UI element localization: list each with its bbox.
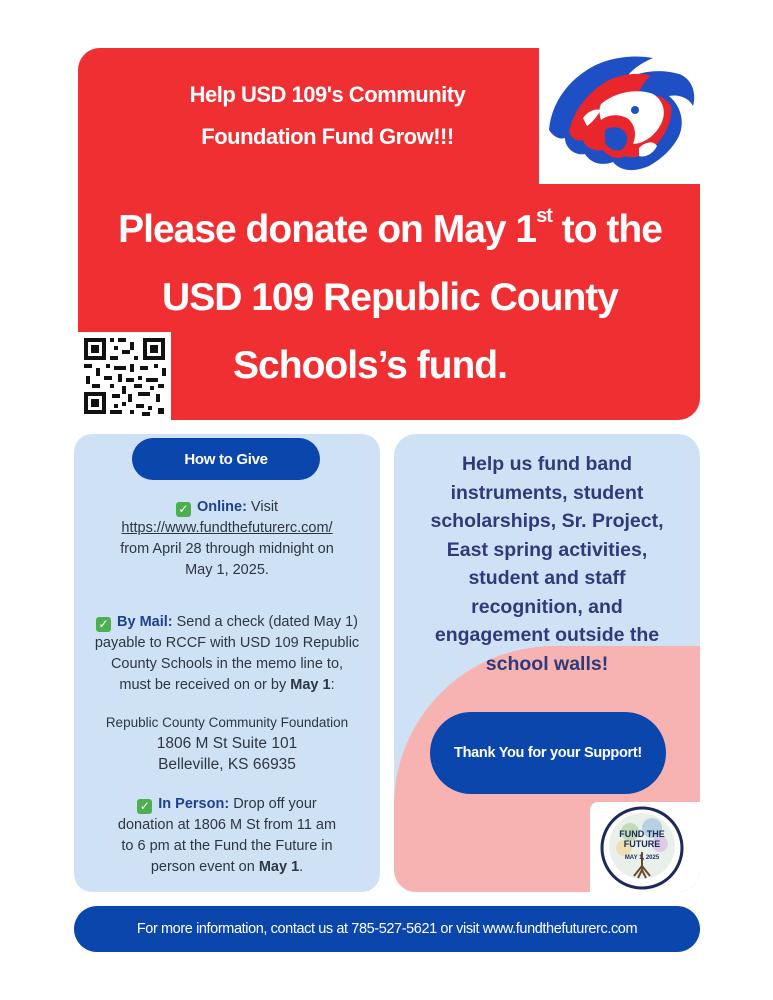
in-person-label: In Person: xyxy=(158,796,230,812)
checkmark-icon: ✓ xyxy=(137,799,152,814)
mailing-address xyxy=(80,712,374,775)
online-section: ✓ Online: Visit https://www.fundthefuturerc.com/ from April 28 through midnight on May 1, 2025. xyxy=(120,499,334,578)
help-message: Help us fund band instruments, student scholarships, Sr. Project, East spring activities, student and staff recognition, and engagement outside the school walls! xyxy=(430,453,664,675)
checkmark-icon: ✓ xyxy=(176,502,191,517)
headline-line-1: Please donate on May 1st to the xyxy=(118,205,662,251)
fund-the-future-logo xyxy=(600,806,684,890)
in-person-section: ✓ In Person: Drop off your donation at 1806 M St from 11 am to 6 pm at the Fund the Future in person event on May 1. xyxy=(117,796,337,875)
checkmark-icon: ✓ xyxy=(96,617,111,632)
qr-code[interactable] xyxy=(78,332,171,420)
header-tagline xyxy=(120,74,535,158)
thank-you-badge: Thank You for your Support! xyxy=(430,712,666,794)
headline-superscript: st xyxy=(536,205,552,227)
tree-icon xyxy=(600,806,684,890)
qr-code-icon xyxy=(78,332,171,420)
bison-mascot-icon xyxy=(539,48,700,184)
headline xyxy=(100,196,680,400)
fund-logo-date: MAY 1, 2025 xyxy=(624,855,660,861)
mascot-logo xyxy=(539,48,700,184)
fund-logo-line-1: FUND THE xyxy=(619,829,665,839)
address-org: Republic County Community Foundation xyxy=(105,715,349,730)
tagline-line-1: Help USD 109's Community xyxy=(189,82,466,107)
mail-label: By Mail: xyxy=(117,614,173,630)
headline-line-2: USD 109 Republic County xyxy=(162,276,618,319)
online-url-link[interactable]: https://www.fundthefuturerc.com/ xyxy=(121,520,333,536)
tagline-line-2: Foundation Fund Grow!!! xyxy=(201,124,454,149)
headline-line-3: Schools’s fund. xyxy=(233,344,507,387)
address-line-1: 1806 M St Suite 101 xyxy=(156,735,298,752)
online-label: Online: xyxy=(196,499,247,515)
footer-contact-bar[interactable]: For more information, contact us at 785-527-5621 or visit www.fundthefuturerc.com xyxy=(74,906,700,952)
address-line-2: Belleville, KS 66935 xyxy=(158,756,296,773)
how-to-give-title: How to Give xyxy=(132,438,320,480)
mail-section: ✓ By Mail: Send a check (dated May 1) payable to RCCF with USD 109 Republic County Schools in the memo line to, must be received on or by May 1: xyxy=(94,614,360,693)
fund-logo-line-2: FUTURE xyxy=(623,839,661,849)
